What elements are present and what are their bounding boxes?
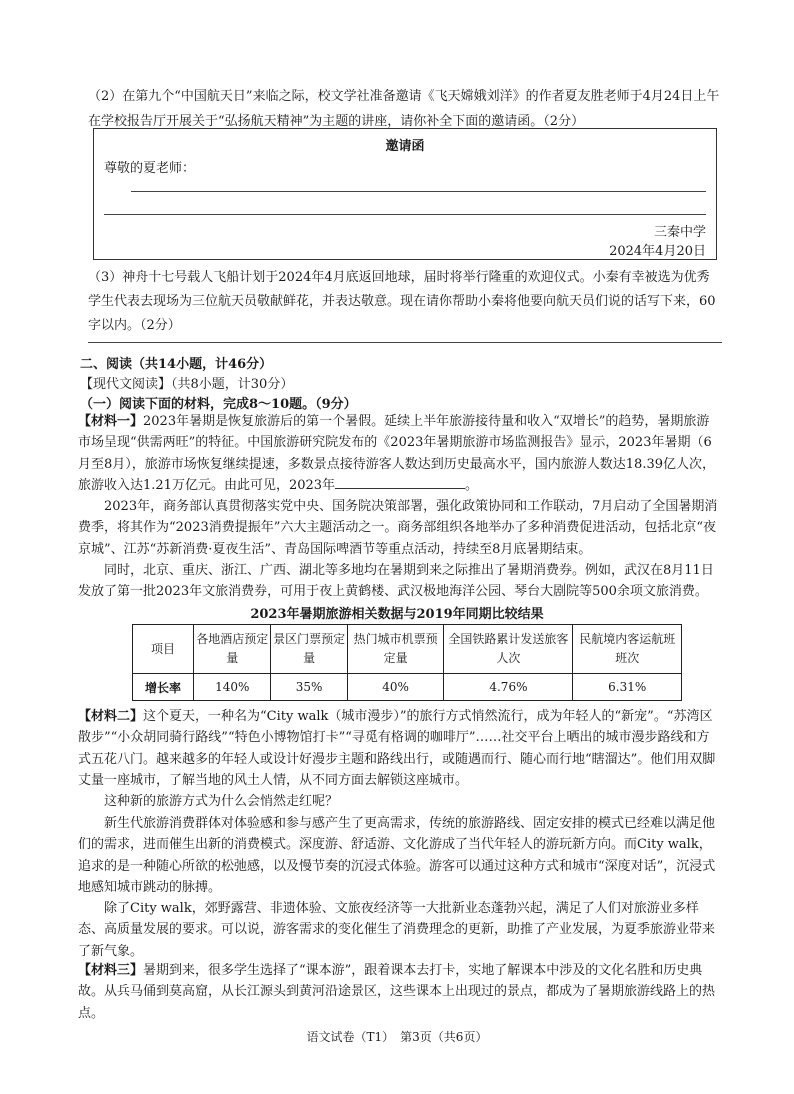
material-2-paragraph-1 bbox=[78, 706, 718, 791]
table-header: 项目 bbox=[133, 625, 194, 674]
table-cell: 40% bbox=[347, 674, 444, 701]
question-3: （3）神舟十七号载人飞船计划于2024年4月底返回地球，届时将举行隆重的欢迎仪式。小秦有幸被选为优秀学生代表去现场为三位航天员敬献鲜花，并表达敬意。现在请你帮助小秦将他要向航天员们说的话写下来，60字以内。（2分） bbox=[88, 270, 716, 333]
page-footer: 语文试卷（T1） 第3页（共6页） bbox=[306, 1030, 488, 1044]
question-2: （2）在第九个“中国航天日”来临之际，校文学社准备邀请《飞天嫦娥刘洋》的作者夏友胜老师于4月24日上午在学校报告厅开展关于“弘扬航天精神”为主题的讲座，请你补全下面的邀请函。（2分） bbox=[88, 89, 720, 129]
table-row-label: 增长率 bbox=[133, 674, 194, 701]
section-title: 二、阅读（共14小题，计46分） bbox=[80, 357, 273, 372]
invitation-signature: 三秦中学 bbox=[653, 225, 706, 240]
table-header: 各地酒店预定量 bbox=[194, 625, 271, 674]
material-2-paragraph-3: 新生代旅游消费群体对体验感和参与感产生了更高需求，传统的旅游路线、固定安排的模式已经难以满足他们的需求，进而催生出新的消费模式。深度游、舒适游、文化游成了当代年轻人的游玩新方向。而City walk，追求的是一种随心所欲的松弛感，以及慢节奏的沉浸式体验。游客可以通过这种方式和城市“深度对话”，沉浸式地感知城市跳动的脉搏。 bbox=[78, 816, 716, 895]
answer-line-1[interactable] bbox=[131, 191, 706, 192]
sentence-end: 。 bbox=[465, 477, 479, 493]
fill-in-blank[interactable] bbox=[335, 476, 465, 489]
invitation-title: 邀请函 bbox=[385, 139, 425, 154]
table-header: 全国铁路累计发送旅客人次 bbox=[444, 625, 573, 674]
subsection-title: 【现代文阅读】（共8小题，计30分） bbox=[80, 377, 294, 392]
material-2-paragraph-2: 这种新的旅游方式为什么会悄然走红呢？ bbox=[104, 794, 339, 809]
material-3-paragraph-1 bbox=[78, 960, 718, 1024]
passage-instruction: （一）阅读下面的材料，完成8～10题。（9分） bbox=[80, 397, 357, 412]
material-2-text: 这个夏天，一种名为“City walk（城市漫步）”的旅行方式悄然流行，成为年轻人的“新宠”。“苏湾区散步”“小众胡同骑行路线”“特色小博物馆打卡”“寻觅有格调的咖啡厅”……社交平台上晒出的城市漫步路线和方式五花八门。越来越多的年轻人或设计好漫步主题和路线出行，或随遇而行、随心而行地“瞎溜达”。他们用双脚丈量一座城市，了解当地的风土人情，从不同方面去解锁这座城市。 bbox=[78, 709, 716, 788]
material-1-paragraph-3: 同时，北京、重庆、浙江、广西、湖北等多地均在暑期到来之际推出了暑期消费券。例如，武汉在8月11日发放了第一批2023年文旅消费券，可用于夜上黄鹤楼、武汉极地海洋公园、琴台大剧院等500余项文旅消费。 bbox=[78, 563, 714, 600]
invitation-box bbox=[93, 128, 717, 260]
answer-line-2[interactable] bbox=[104, 214, 706, 215]
table-header: 景区门票预定量 bbox=[271, 625, 347, 674]
table-cell: 4.76% bbox=[444, 674, 573, 701]
material-2-paragraph-4: 除了City walk，郊野露营、非遗体验、文旅夜经济等一大批新业态蓬勃兴起，满足了人们对旅游业多样态、高质量发展的要求。可以说，游客需求的变化催生了消费理念的更新，助推了产业发展，为夏季旅游业带来了新气象。 bbox=[78, 901, 716, 959]
invitation-date: 2024年4月20日 bbox=[609, 244, 706, 259]
material-1-text: 2023年暑期是恢复旅游后的第一个暑假。延续上半年旅游接待量和收入“双增长”的趋势，暑期旅游市场呈现“供需两旺”的特征。中国旅游研究院发布的《2023年暑期旅游市场监测报告》显示，2023年暑期（6月至8月），旅游市场恢复继续提速，多数景点接待游客人数达到历史最高水平，国内旅游人数达18.39亿人次，旅游收入达1.21万亿元。由此可见，2023年 bbox=[78, 414, 715, 493]
table-cell: 6.31% bbox=[573, 674, 682, 701]
table-row bbox=[133, 674, 682, 701]
material-3-text: 暑期到来，很多学生选择了“课本游”，跟着课本去打卡，实地了解课本中涉及的文化名胜和历史典故。从兵马俑到莫高窟，从长江源头到黄河沿途景区，这些课本上出现过的景点，都成为了暑期旅游线路上的热点。 bbox=[78, 963, 716, 1021]
material-3-tag: 【材料三】 bbox=[78, 963, 144, 978]
table-header-row bbox=[133, 625, 682, 674]
invitation-greeting: 尊敬的夏老师： bbox=[104, 161, 196, 176]
material-1-paragraph-2: 2023年，商务部认真贯彻落实党中央、国务院决策部署，强化政策协同和工作联动，7月启动了全国暑期消费季，将其作为“2023消费提振年”六大主题活动之一。商务部组织各地举办了多种消费促进活动，包括北京“夜京城”、江苏“苏新消费·夏夜生活”、青岛国际啤酒节等重点活动，持续至8月底暑期结束。 bbox=[78, 499, 718, 557]
table-title: 2023年暑期旅游相关数据与2019年同期比较结果 bbox=[250, 607, 544, 622]
material-1-tag: 【材料一】 bbox=[78, 414, 144, 429]
material-1-paragraph-1 bbox=[78, 411, 718, 496]
table-header: 热门城市机票预定量 bbox=[347, 625, 444, 674]
comparison-table bbox=[132, 624, 682, 701]
table-cell: 140% bbox=[194, 674, 271, 701]
table-cell: 35% bbox=[271, 674, 347, 701]
table-header: 民航境内客运航班班次 bbox=[573, 625, 682, 674]
answer-line-3[interactable] bbox=[88, 342, 722, 343]
material-2-tag: 【材料二】 bbox=[78, 709, 144, 724]
